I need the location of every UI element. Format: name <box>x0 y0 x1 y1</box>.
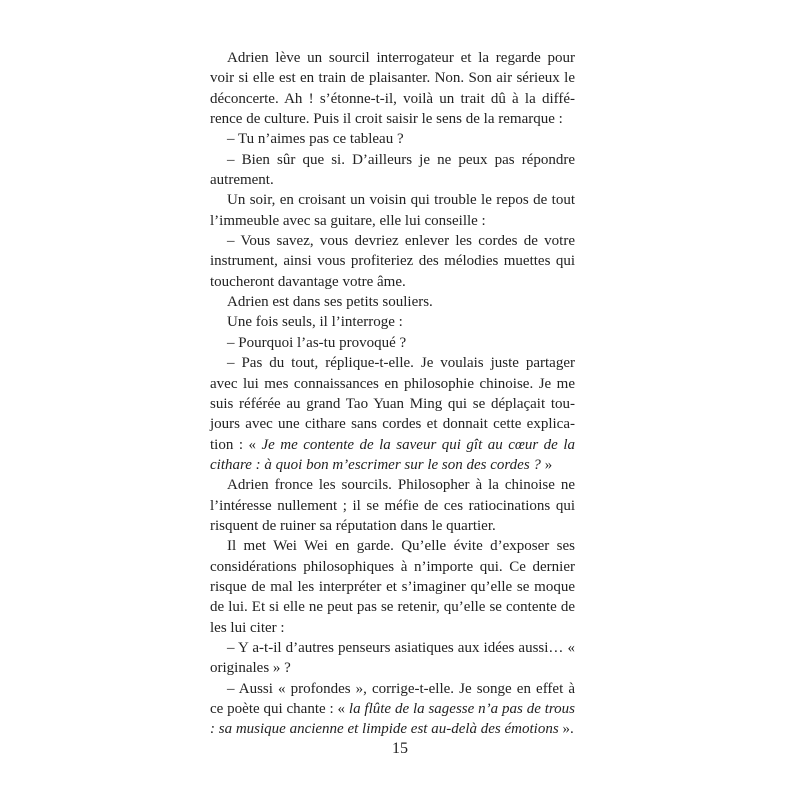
paragraph <box>210 679 575 740</box>
paragraph <box>210 48 575 129</box>
italic-quote: Je me contente de la saveur qui gît au cœur de la cithare : à quoi bon m’escrimer sur le son des cordes ? <box>210 436 575 473</box>
text-segment: Adrien est dans ses petits souliers. <box>227 294 433 311</box>
text-segment: – Bien sûr que si. D’ailleurs je ne peux pas répondre autrement. <box>210 151 575 189</box>
paragraph <box>210 129 575 149</box>
text-segment: Un soir, en croisant un voisin qui trouble le repos de tout l’immeuble avec sa guitare, elle lui conseille : <box>210 192 575 229</box>
paragraph <box>210 333 575 353</box>
paragraph <box>210 231 575 292</box>
text-segment: – Vous savez, vous devriez enlever les cordes de votre instrument, ainsi vous profiteriez des mélodies muettes qui toucheront davantage votre âme. <box>210 233 575 290</box>
text-segment: ». <box>558 721 574 738</box>
italic-quote: la flûte de la sagesse n’a pas de trous : sa musique ancienne et limpide est au-delà des émotions <box>210 701 575 738</box>
paragraph <box>210 475 575 536</box>
text-segment: Il met Wei Wei en garde. Qu’elle évite d’exposer ses considérations philosophiques à n’importe qui. Ce dernier risque de mal les interpréter et s’imaginer qu’elle se moque de lui. Et si elle ne peut pas se retenir, qu’elle se contente de les lui citer : <box>210 538 575 636</box>
text-segment: – Tu n’aimes pas ce tableau ? <box>227 131 404 148</box>
body-text <box>210 48 575 740</box>
paragraph <box>210 312 575 332</box>
paragraph <box>210 638 575 679</box>
paragraph <box>210 150 575 191</box>
text-segment: – Aussi « profondes », corrige-t-elle. Je songe en effet à ce poète qui chante : « <box>210 680 575 717</box>
paragraph <box>210 353 575 475</box>
text-segment: » <box>540 456 553 473</box>
paragraph <box>210 536 575 638</box>
page-number: 15 <box>392 740 408 757</box>
paragraph <box>210 190 575 231</box>
text-segment: – Pas du tout, réplique-t-elle. Je voulais juste partager avec lui mes connaissances en philosophie chinoise. Je me suis référée au grand Tao Yuan Ming qui se déplaçait toujours avec une cithare sans cordes et donnait cette explication : « <box>210 355 575 453</box>
text-segment: Adrien lève un sourcil interrogateur et la regarde pour voir si elle est en train de plaisanter. Non. Son air sérieux le déconcerte. Ah ! s’étonne-t-il, voilà un trait dû à la différence de culture. Puis il croit saisir le sens de la remarque : <box>210 50 575 128</box>
text-segment: Une fois seuls, il l’interroge : <box>227 314 403 331</box>
text-segment: – Pourquoi l’as-tu provoqué ? <box>227 334 407 351</box>
text-segment: – Y a-t-il d’autres penseurs asiatiques aux idées aussi… « originales » ? <box>210 639 575 677</box>
paragraph <box>210 292 575 312</box>
text-segment: Adrien fronce les sourcils. Philosopher à la chinoise ne l’intéresse nullement ; il se méfie de ces ratiocinations qui risquent de ruiner sa réputation dans le quartier. <box>210 477 575 534</box>
